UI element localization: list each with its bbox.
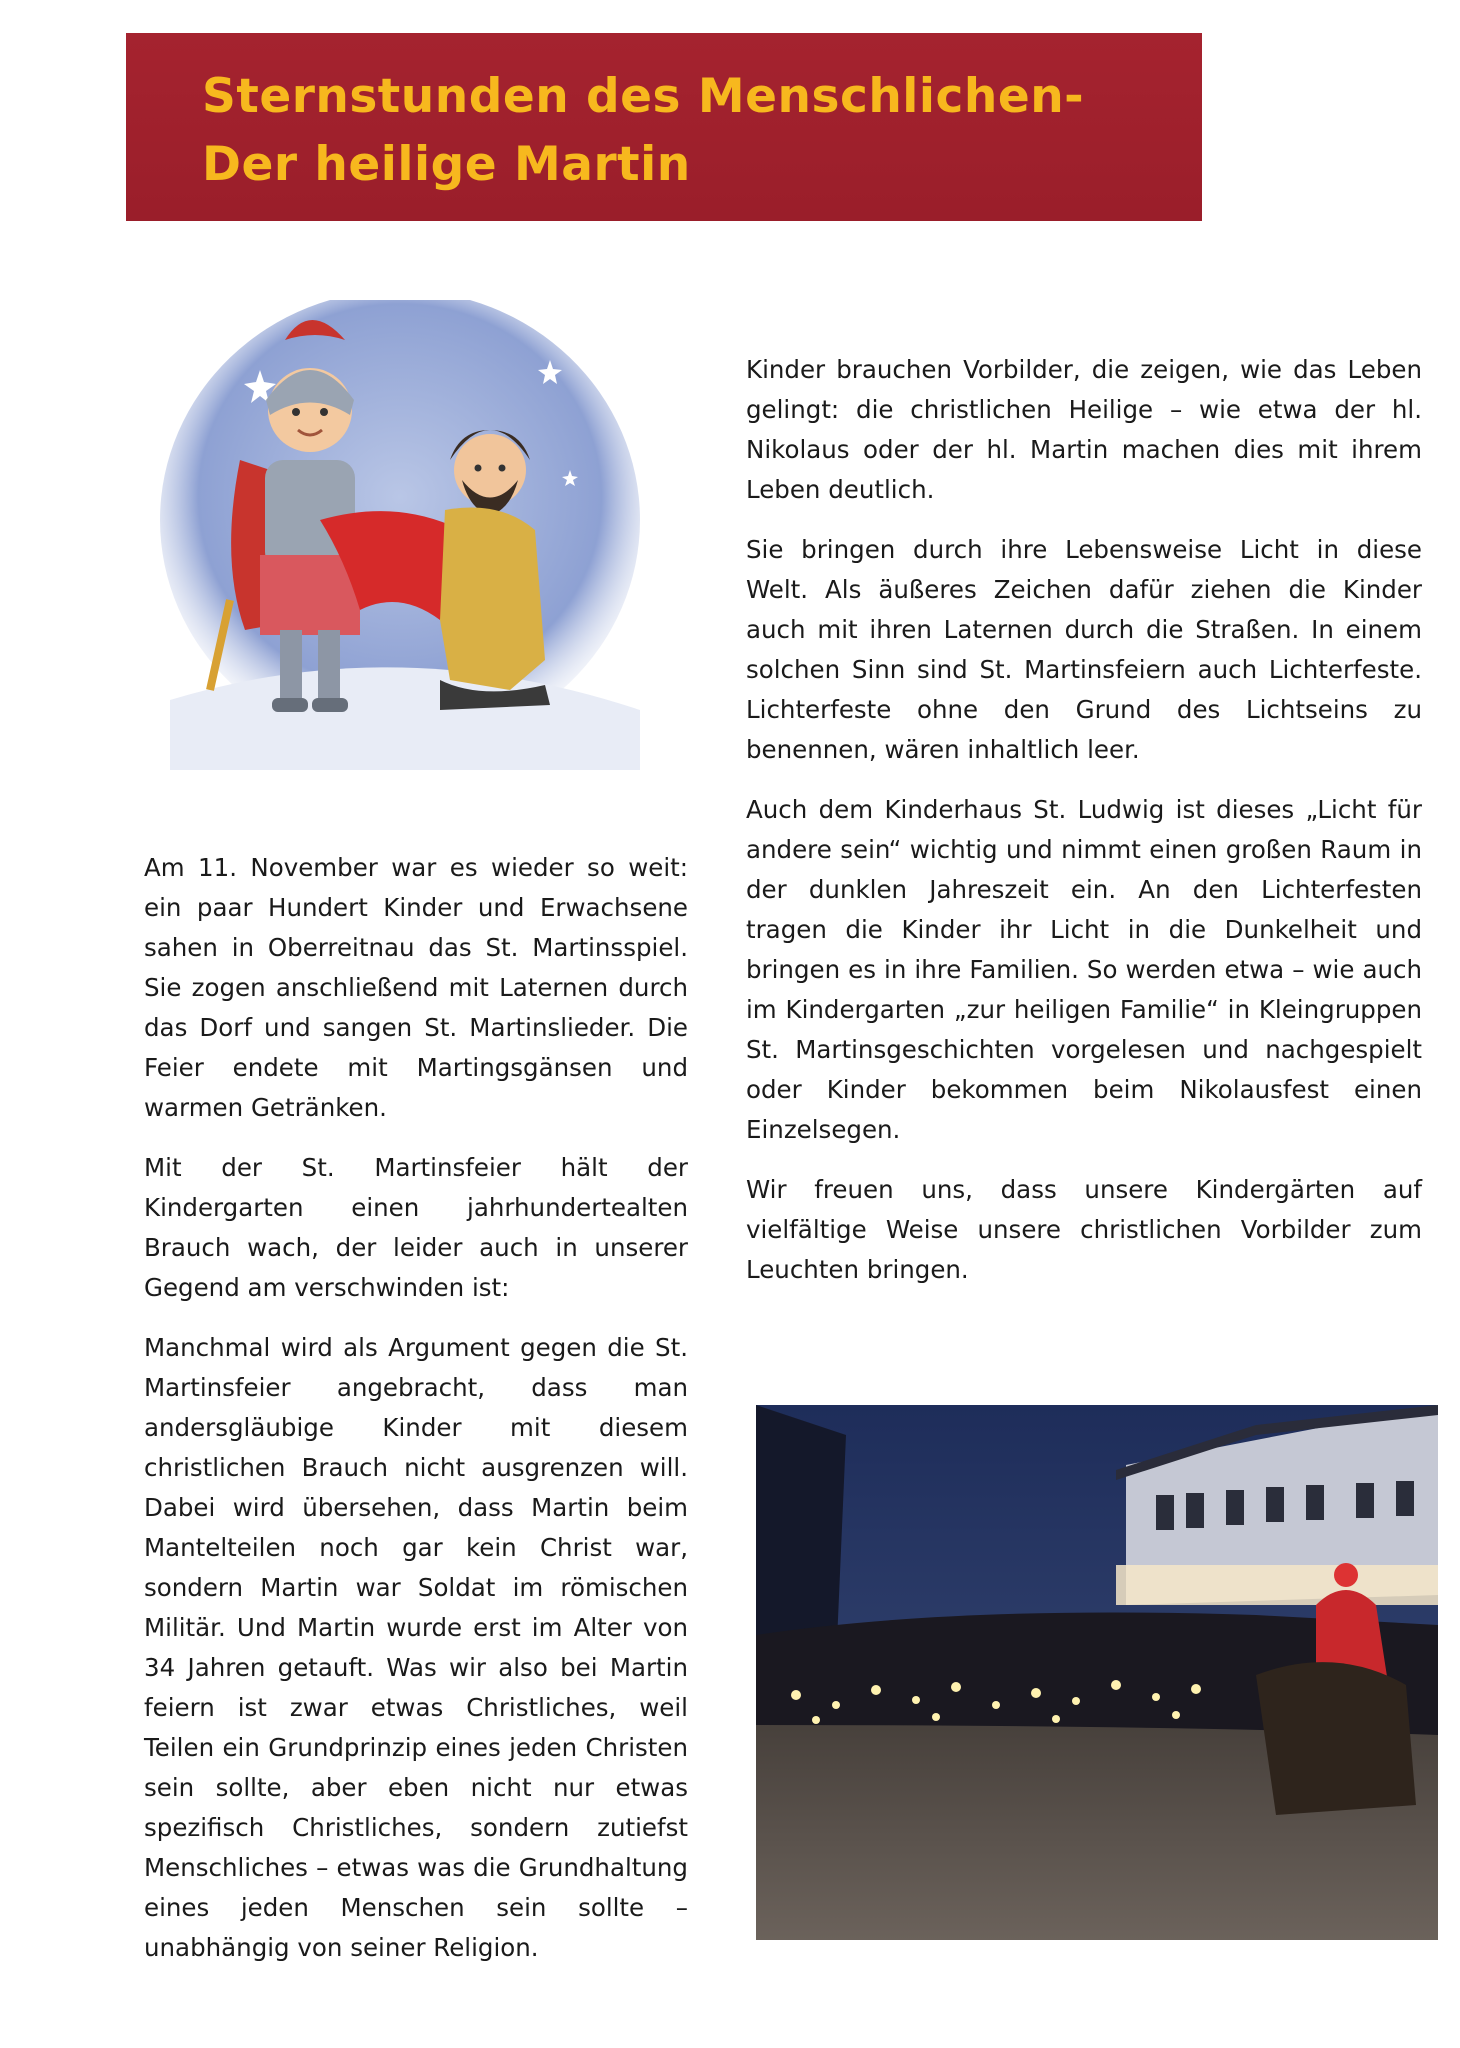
title-line-1: Sternstunden des Menschlichen- xyxy=(202,69,1085,124)
title-banner xyxy=(126,33,1202,221)
paragraph: Manchmal wird als Argument gegen die St. Martinsfeier angebracht, dass man andersgläubige Kinder mit diesem christlichen Brauch nicht ausgrenzen will. Dabei wird übersehen, dass Martin beim Mantelteilen noch gar kein Christ war, sondern Martin war Soldat im römischen Militär. Und Martin wurde erst im Alter von 34 Jahren getauft. Was wir also bei Martin feiern ist zwar etwas Christliches, weil Teilen ein Grundprinzip eines jeden Christen sein sollte, aber eben nicht nur etwas spezifisch Christliches, sondern zutiefst Menschliches – etwas was die Grundhaltung eines jeden Menschen sein sollte – unabhängig von seiner Religion. xyxy=(144,1333,688,1962)
right-text-column xyxy=(746,350,1422,1310)
paragraph: Mit der St. Martinsfeier hält der Kindergarten einen jahrhundertealten Brauch wach, der leider auch in unserer Gegend am verschwinden ist: xyxy=(144,1153,688,1302)
saint-martin-illustration-icon xyxy=(150,300,650,780)
paragraph: Kinder brauchen Vorbilder, die zeigen, wie das Leben gelingt: die christlichen Heilige – wie etwa der hl. Nikolaus oder der hl. Martin machen dies mit ihrem Leben deutlich. xyxy=(746,355,1422,504)
paragraph: Auch dem Kinderhaus St. Ludwig ist dieses „Licht für andere sein“ wichtig und nimmt einen großen Raum in der dunklen Jahreszeit ein. An den Lichterfesten tragen die Kinder ihr Licht in die Dunkelheit und bringen es in ihre Familien. So werden etwa – wie auch im Kindergarten „zur heiligen Familie“ in Kleingruppen St. Martinsgeschichten vorgelesen und nachgespielt oder Kinder bekommen beim Nikolausfest einen Einzelsegen. xyxy=(746,795,1422,1144)
paragraph: Wir freuen uns, dass unsere Kindergärten auf vielfältige Weise unsere christlichen Vorbilder zum Leuchten bringen. xyxy=(746,1175,1422,1284)
paragraph: Am 11. November war es wieder so weit: ein paar Hundert Kinder und Erwachsene sahen in Oberreitnau das St. Martinsspiel. Sie zogen anschließend mit Laternen durch das Dorf und sangen St. Martinslieder. Die Feier endete mit Martingsgänsen und warmen Getränken. xyxy=(144,853,688,1122)
lantern-procession-photo-icon xyxy=(756,1405,1438,1940)
paragraph: Sie bringen durch ihre Lebensweise Licht in diese Welt. Als äußeres Zeichen dafür ziehen die Kinder auch mit ihren Laternen durch die Straßen. In einem solchen Sinn sind St. Martinsfeiern auch Lichterfeste. Lichterfeste ohne den Grund des Lichtseins zu benennen, wären inhaltlich leer. xyxy=(746,535,1422,764)
left-text-column xyxy=(144,848,688,1988)
page-title xyxy=(202,63,1084,199)
title-line-2: Der heilige Martin xyxy=(202,137,691,192)
